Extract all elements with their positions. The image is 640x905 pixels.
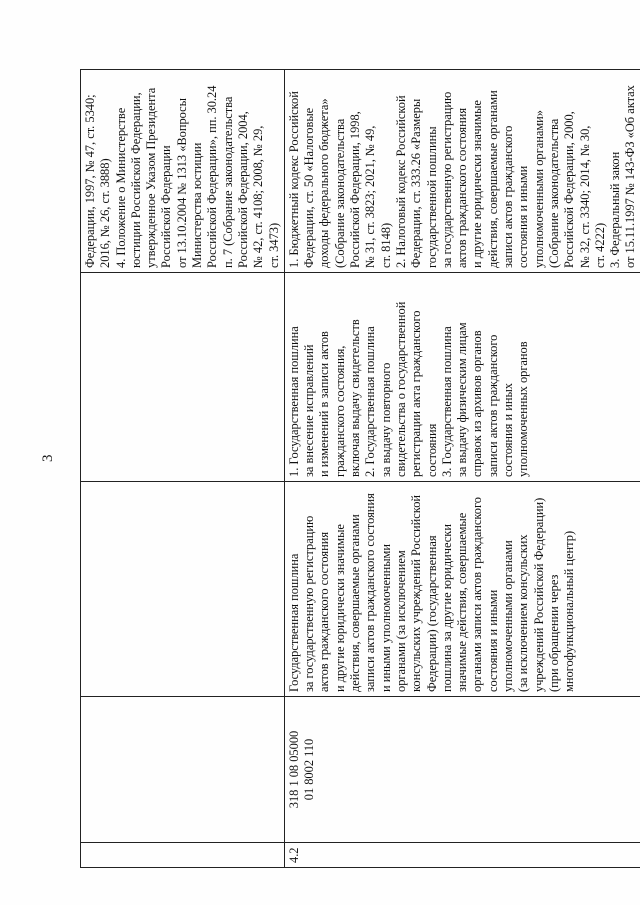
revenue-name-cell: [81, 482, 285, 697]
table-row: [81, 70, 285, 868]
payment-type-cell: 1. Государственная пошлина за внесение исправлений и изменений в записи актов гражданского состояния, включая выдачу свидетельств 2. Государственная пошлина за выдачу повторного свидетельства о государственной регистрации акта гражданского состояния 3. Государственная пошлина за выдачу физическим лицам справок из архивов органов записи актов гражданского состояния и иных уполномоченных органов: [284, 273, 640, 482]
fees-table: [80, 69, 640, 868]
rotated-page-content: [80, 70, 638, 868]
table-row: [284, 70, 640, 868]
revenue-name-cell: Государственная пошлина за государственную регистрацию актов гражданского состояния и другие юридически значимые действия, совершаемые органами записи актов гражданского состояния и иными уполномоченными органами (за исключением консульских учреждений Российской Федерации) (государственная пошлина за другие юридически значимые действия, совершаемые органами записи актов гражданского состояния и иными уполномоченными органами (за исключением консульских учреждений Российской Федерации) (при обращении через многофункциональный центр): [284, 482, 640, 697]
kbk-code-cell: [81, 697, 285, 843]
payment-type-cell: [81, 273, 285, 482]
legal-basis-cell: 1. Бюджетный кодекс Российской Федерации, ст. 50 «Налоговые доходы федерального бюджета» (Собрание законодательства Российской Федерации, 1998, № 31, ст. 3823; 2021, № 49, ст. 8148) 2. Налоговый кодекс Российской Федерации, ст. 333.26 «Размеры государственной пошлины за государственную регистрацию актов гражданского состояния и другие юридически значимые действия, совершаемые органами записи актов гражданского состояния и иными уполномоченными органами» (Собрание законодательства Российской Федерации, 2000, № 32, ст. 3340; 2014, № 30, ст. 4222) 3. Федеральный закон от 15.11.1997 № 143-ФЗ «Об актах: [284, 70, 640, 273]
row-number-cell: [81, 843, 285, 868]
page-number: 3: [40, 454, 56, 462]
legal-basis-cell: Федерации, 1997, № 47, ст. 5340; 2016, № 26, ст. 3888) 4. Положение о Министерстве юстиции Российской Федерации, утвержденное Указом Президента Российской Федерации от 13.10.2004 № 1313 «Вопросы Министерства юстиции Российской Федерации», пп. 30.24 п. 7 (Собрание законодательства Российской Федерации, 2004, № 42, ст. 4108; 2008, № 29, ст. 3473): [81, 70, 285, 273]
row-number-cell: 4.2: [284, 843, 640, 868]
kbk-code-cell: 318 1 08 05000 01 8002 110: [284, 697, 640, 843]
